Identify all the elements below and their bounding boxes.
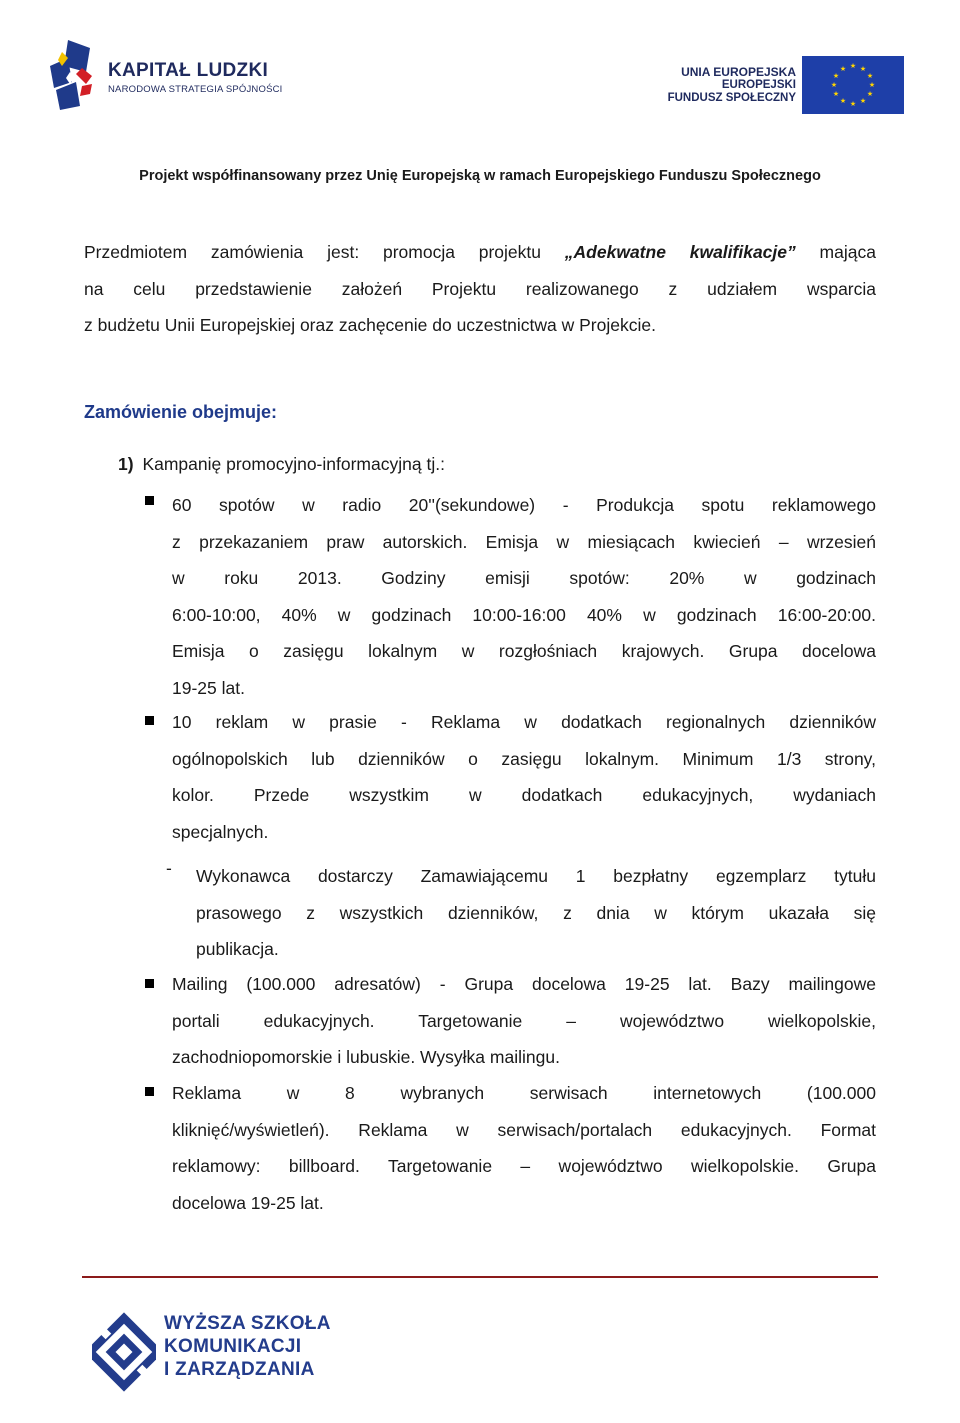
bullet-line: kliknięć/wyświetleń). Reklama w serwisach/portalach edukacyjnych. Format bbox=[172, 1119, 876, 1140]
svg-text:★: ★ bbox=[866, 72, 874, 80]
school-name bbox=[164, 1312, 331, 1381]
intro-line-1 bbox=[84, 234, 876, 271]
bullet-line: 60 spotów w radio 20''(sekundowe) - Produkcja spotu reklamowego bbox=[172, 495, 876, 515]
bullet-line: z przekazaniem praw autorskich. Emisja w miesiącach kwiecień – wrzesień bbox=[172, 531, 876, 552]
kapital-ludzki-logo bbox=[46, 38, 283, 110]
bullet-mailing bbox=[172, 966, 876, 1076]
bullet-square-icon bbox=[145, 716, 154, 725]
svg-text:★: ★ bbox=[859, 97, 867, 105]
school-name-line1: WYŻSZA SZKOŁA bbox=[164, 1313, 331, 1334]
svg-text:★: ★ bbox=[832, 72, 840, 80]
bullet-line: w roku 2013. Godziny emisji spotów: 20% w godzinach bbox=[172, 568, 876, 588]
project-cofinancing-caption: Projekt współfinansowany przez Unię Europejską w ramach Europejskiego Funduszu Społecznego bbox=[139, 168, 821, 184]
school-name-line2: KOMUNIKACJI bbox=[164, 1336, 302, 1357]
footer-divider bbox=[82, 1276, 878, 1278]
svg-text:★: ★ bbox=[832, 90, 840, 98]
order-heading: Zamówienie obejmuje: bbox=[84, 402, 278, 422]
svg-text:★: ★ bbox=[866, 90, 874, 98]
order-item-1-text: Kampanię promocyjno-informacyjną tj.: bbox=[142, 454, 445, 474]
intro-line-1-before: Przedmiotem zamówienia jest: promocja projektu bbox=[84, 242, 565, 262]
svg-text:★: ★ bbox=[849, 62, 857, 70]
bullet-line: Emisja o zasięgu lokalnym w rozgłośniach krajowych. Grupa docelowa bbox=[172, 641, 876, 661]
svg-text:★: ★ bbox=[868, 81, 876, 89]
intro-paragraph bbox=[84, 234, 876, 344]
svg-text:★: ★ bbox=[849, 100, 857, 108]
bullet-line: zachodniopomorskie i lubuskie. Wysyłka mailingu. bbox=[172, 1047, 560, 1067]
bullet-internet-ads bbox=[172, 1075, 876, 1221]
bullet-square-icon bbox=[145, 979, 154, 988]
intro-line-1-after: mająca bbox=[795, 242, 876, 262]
order-item-1 bbox=[118, 454, 445, 475]
bullet-line: portali edukacyjnych. Targetowanie – województwo wielkopolskie, bbox=[172, 1010, 876, 1031]
school-emblem-icon bbox=[92, 1310, 156, 1410]
intro-line-3: z budżetu Unii Europejskiej oraz zachęcenie do uczestnictwa w Projekcie. bbox=[84, 315, 656, 335]
order-item-1-number: 1) bbox=[118, 454, 134, 474]
svg-text:★: ★ bbox=[830, 81, 838, 89]
eu-logo-line1: UNIA EUROPEJSKA bbox=[681, 65, 796, 79]
dash-item-copy-delivery bbox=[196, 858, 876, 968]
kapital-ludzki-subtitle: NARODOWA STRATEGIA SPÓJNOŚCI bbox=[108, 84, 283, 95]
eu-logo-line2: EUROPEJSKI bbox=[721, 79, 796, 91]
dash-line: Wykonawca dostarczy Zamawiającemu 1 bezpłatny egzemplarz tytułu bbox=[196, 866, 876, 886]
bullet-line: ogólnopolskich lub dzienników o zasięgu lokalnym. Minimum 1/3 strony, bbox=[172, 748, 876, 769]
bullet-line: Reklama w 8 wybranych serwisach internetowych (100.000 bbox=[172, 1083, 876, 1103]
svg-text:★: ★ bbox=[859, 65, 867, 73]
school-name-line3: I ZARZĄDZANIA bbox=[164, 1359, 315, 1380]
eu-flag-icon bbox=[802, 56, 904, 114]
eu-fund-logo bbox=[667, 56, 904, 114]
svg-text:★: ★ bbox=[839, 97, 847, 105]
bullet-line: 6:00-10:00, 40% w godzinach 10:00-16:00 40% w godzinach 16:00-20:00. bbox=[172, 604, 876, 625]
bullet-line: Mailing (100.000 adresatów) - Grupa docelowa 19-25 lat. Bazy mailingowe bbox=[172, 974, 876, 994]
bullet-line: 10 reklam w prasie - Reklama w dodatkach regionalnych dzienników bbox=[172, 712, 876, 732]
bullet-line: kolor. Przede wszystkim w dodatkach edukacyjnych, wydaniach bbox=[172, 785, 876, 805]
bullet-line: specjalnych. bbox=[172, 821, 269, 842]
svg-text:★: ★ bbox=[839, 65, 847, 73]
bullet-line: docelowa 19-25 lat. bbox=[172, 1192, 324, 1213]
eu-logo-line3: FUNDUSZ SPOŁECZNY bbox=[667, 92, 796, 104]
kapital-ludzki-emblem-icon bbox=[46, 38, 106, 110]
bullet-radio-spots bbox=[172, 487, 876, 706]
school-logo bbox=[92, 1300, 342, 1400]
bullet-square-icon bbox=[145, 1087, 154, 1096]
bullet-line: reklamowy: billboard. Targetowanie – województwo wielkopolskie. Grupa bbox=[172, 1156, 876, 1176]
bullet-line: 19-25 lat. bbox=[172, 677, 245, 698]
dash-line: prasowego z wszystkich dzienników, z dnia w którym ukazała się bbox=[196, 902, 876, 923]
bullet-press-ads bbox=[172, 704, 876, 850]
dash-line: publikacja. bbox=[196, 939, 279, 959]
project-name: „Adekwatne kwalifikacje” bbox=[564, 242, 796, 262]
bullet-square-icon bbox=[145, 496, 154, 505]
intro-line-2: na celu przedstawienie założeń Projektu realizowanego z udziałem wsparcia bbox=[84, 278, 876, 299]
dash-marker: - bbox=[166, 858, 172, 878]
kapital-ludzki-title: KAPITAŁ LUDZKI bbox=[108, 60, 269, 81]
